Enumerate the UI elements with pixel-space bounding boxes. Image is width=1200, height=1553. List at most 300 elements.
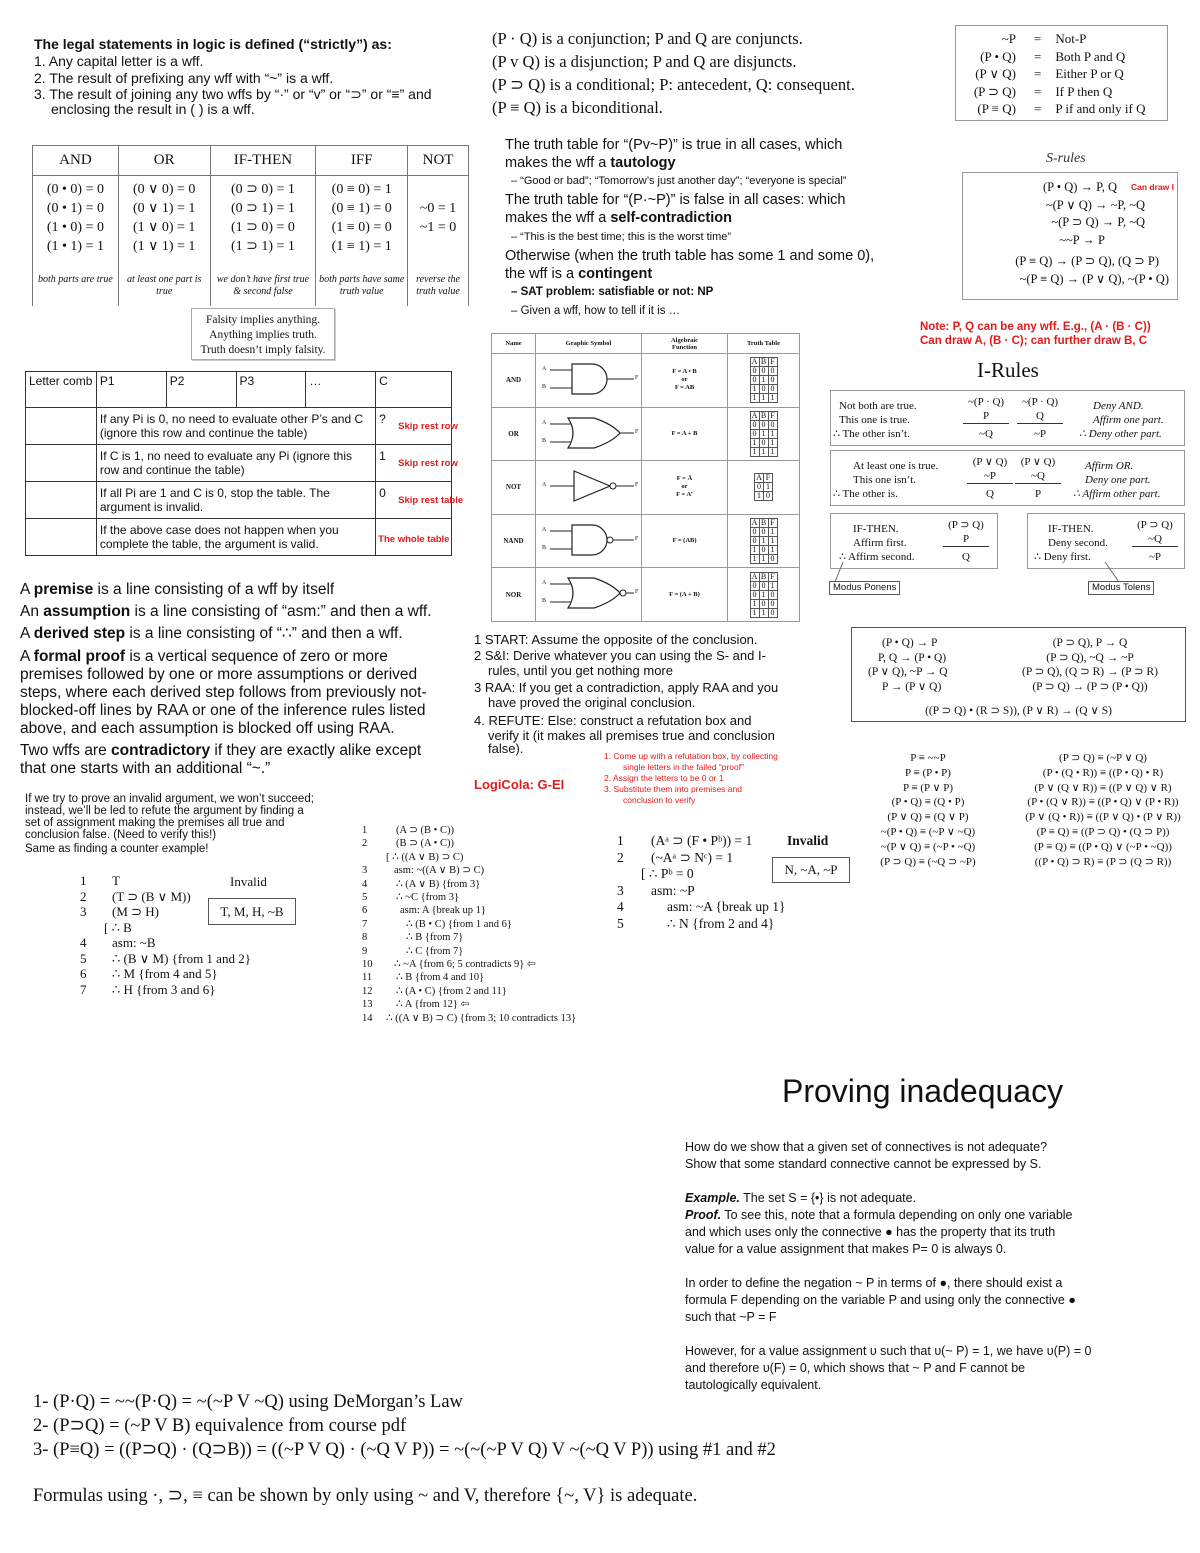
gate-tt-cell: 0 (759, 367, 768, 376)
proof-line (617, 899, 786, 916)
proof-line-number: 2 (617, 849, 624, 865)
iff-value: (1 ≡ 0) = 0 (331, 220, 392, 235)
or-description: at least one part is true (118, 268, 210, 306)
proof-line-number: 3 (617, 882, 624, 898)
proof-line-number (617, 866, 641, 883)
irule-and-text-2: This one is true. (839, 414, 910, 426)
gate-row-or (492, 408, 799, 462)
proof-line (80, 951, 251, 967)
proof-line (362, 918, 576, 931)
gate-function (642, 461, 728, 514)
gate-tt-cell: 1 (750, 600, 759, 609)
assignment-line-2: and therefore υ(F) = 0, which shows that ~ P and F cannot be (685, 1361, 1026, 1375)
proof-line-text: ∴ H {from 3 and 6} (112, 981, 216, 997)
proof-line-text: asm: ~P (651, 882, 695, 898)
proof-line (617, 866, 786, 883)
derived-rule-7: (P ⊃ Q), (Q ⊃ R) → (P ⊃ R) (1021, 666, 1159, 678)
gate-truth-mini (754, 473, 773, 501)
proof-line-number: 5 (80, 950, 87, 966)
srule-5: (P ≡ Q) → (P ⊃ Q), (Q ⊃ P) (1015, 254, 1159, 268)
formal-line-4: above, and each assumption is blocked off using RAA. (20, 720, 395, 737)
gates-header-symbol: Graphic Symbol (536, 334, 642, 353)
if-then-value: (1 ⊃ 0) = 0 (230, 220, 295, 235)
gate-tt-cell: 1 (750, 555, 759, 564)
gate-tt-cell: 0 (755, 483, 764, 492)
proof-line-text: (B ⊃ (A • C)) (396, 838, 454, 850)
falsity-line-2: Anything implies truth. (209, 329, 317, 341)
derived-post: is a line consisting of “∴” and then a wff. (125, 625, 403, 642)
nand-gate-icon (536, 515, 642, 568)
comb-rule-text: If the above case does not happen when you complete the table, the argument is valid. (96, 519, 375, 556)
gate-tt-cell: 0 (768, 385, 777, 394)
glossary-equals: = (1034, 48, 1042, 64)
srule-6: ~(P ≡ Q) → (P ∨ Q), ~(P • Q) (1019, 271, 1169, 286)
irule-affirm-or (830, 450, 1185, 506)
proof-line-number: 6 (362, 905, 368, 917)
gate-tt-cell: 1 (750, 447, 759, 456)
not-value (408, 237, 468, 256)
demorgan-line-1: 1- (P·Q) = ~~(P·Q) = ~(~P V ~Q) using DeMorgan’s Law (33, 1392, 463, 1412)
proof-line (362, 958, 576, 971)
proof-line (362, 931, 576, 944)
gate-tt-cell: 1 (750, 394, 759, 403)
proof-line-number: 2 (80, 888, 87, 904)
step-raa: 3 RAA: If you get a contradiction, apply RAA and you (474, 680, 779, 695)
srule-1: (P • Q) → P, Q (1042, 180, 1117, 194)
irule-or-text-2: This one isn’t. (853, 474, 917, 486)
step-si: 2 S&I: Derive whatever you can using the S- and I- (474, 648, 766, 663)
disjunction-line: (P v Q) is a disjunction; P and Q are disjuncts. (492, 52, 797, 71)
irule-and-desc-1: Deny AND. (1093, 400, 1144, 412)
irule-or-f2-3: P (1034, 488, 1042, 500)
gate-pin-b: B (542, 437, 547, 444)
iff-header: IFF (316, 146, 408, 176)
proof-line-1: and which uses only the connective ● has the property that its truth (685, 1225, 1056, 1239)
glossary-equals: = (1034, 31, 1042, 46)
irule-deny-and (830, 390, 1185, 446)
gate-tt-cell: 0 (750, 420, 759, 429)
gate-pin-f: F (635, 428, 639, 435)
proof-line-text: (~Aᵃ ⊃ Nᶜ) = 1 (651, 849, 734, 865)
irule-or-desc-3: ∴ Affirm other part. (1073, 488, 1161, 500)
irule-and-f2-3: ~P (1033, 428, 1047, 440)
proof-line-text: asm: A {break up 1} (400, 905, 486, 917)
not-description: reverse the truth value (408, 268, 469, 306)
iff-description: both parts have same truth value (316, 268, 408, 306)
gate-tt-cell: 1 (750, 385, 759, 394)
gate-tt-head: A (751, 518, 758, 528)
proof-line (362, 985, 576, 998)
equivalence-left: (P • Q) ≡ (Q • P) (891, 796, 965, 809)
gate-truth-mini (750, 518, 778, 564)
proof-line-number: 13 (362, 999, 373, 1011)
proof-line-text: ∴ (A • C) {from 2 and 11} (396, 985, 507, 997)
proof-3 (617, 833, 786, 932)
equivalence-right: (P • (Q • R)) ≡ ((P • Q) • R) (1042, 766, 1164, 779)
gate-tt-cell: 0 (768, 555, 777, 564)
glossary-equals: = (1034, 66, 1042, 81)
gate-tt-cell: 0 (750, 429, 759, 438)
comb-cell-empty (26, 482, 97, 519)
irule-and-text-1: Not both are true. (839, 400, 917, 412)
comb-note: Skip rest table (398, 495, 464, 506)
gate-tt-cell: 0 (759, 582, 768, 591)
falsity-note (191, 308, 335, 360)
gates-header-truth: Truth Table (747, 340, 780, 347)
proof-line-number: 7 (80, 981, 87, 997)
comb-header-p1: P1 (96, 372, 166, 408)
glossary-meaning: Both P and Q (1055, 48, 1126, 64)
proof-line-text: ∴ M {from 4 and 5} (112, 966, 218, 981)
comb-cell-empty (26, 519, 97, 556)
irule-and-text-3: ∴ The other isn’t. (833, 428, 910, 440)
proof-line-text: [ ∴ Pᵇ = 0 (641, 866, 694, 881)
gate-tt-cell: 0 (759, 420, 768, 429)
equivalences-left (868, 751, 988, 869)
equivalence-left: (P ⊃ Q) ≡ (~Q ⊃ ~P) (880, 855, 976, 868)
gate-tt-cell: 0 (759, 438, 768, 447)
irule-or-text-1: At least one is true. (853, 460, 939, 472)
biconditional-line: (P ≡ Q) is a biconditional. (492, 98, 663, 117)
srules-title: S-rules (1046, 151, 1086, 166)
glossary-meaning: If P then Q (1055, 83, 1113, 99)
proof-text: To see this, note that a formula depending on only one variable (721, 1208, 1073, 1222)
mt-text-2: Deny second. (1048, 537, 1108, 549)
inadequacy-intro-2: Show that some standard connective cannot be expressed by S. (685, 1157, 1042, 1171)
refute-line-3: set of assignment making the premises all true and (25, 817, 285, 829)
proof-line-number: 4 (617, 899, 624, 914)
proof-line (362, 891, 576, 904)
proof-line (362, 904, 576, 917)
gate-function-text: F = (A + B) (669, 591, 700, 599)
gate-function-text: F = A + B (671, 429, 698, 437)
proof-line-number: 6 (80, 966, 87, 981)
gate-tt-head: F (768, 573, 777, 582)
or-gate-icon (536, 408, 642, 461)
irule-or-f1-3: Q (986, 488, 994, 500)
proof-line (80, 873, 251, 889)
proof-line-number: 5 (362, 892, 368, 904)
proof-3-refutation-box: N, ~A, ~P (772, 857, 850, 883)
proof-1 (80, 873, 251, 997)
gate-pin-f: F (635, 375, 639, 381)
mt-f-3: ~P (1148, 551, 1162, 563)
gate-tt-head: A (756, 473, 762, 483)
proof-line-text: (A ⊃ (B • C)) (396, 825, 454, 836)
gate-tt-cell: 1 (768, 429, 777, 438)
comb-table (25, 371, 464, 556)
equivalence-right: (P ⊃ Q) ≡ (~P ∨ Q) (1059, 752, 1147, 764)
proof-line (362, 878, 576, 891)
mp-f-1: (P ⊃ Q) (948, 519, 984, 531)
gate-pin-a: A (542, 366, 547, 372)
irule-and-desc-2: Affirm one part. (1093, 414, 1164, 426)
gate-function-text: F = AB (674, 384, 695, 392)
or-value: (1 ∨ 1) = 1 (132, 239, 196, 254)
proof-line-number: 3 (362, 865, 368, 877)
srules-note (920, 320, 1151, 348)
mp-text-3: ∴ Affirm second. (839, 551, 915, 563)
gate-tt-cell: 1 (764, 483, 773, 492)
contradiction-text-1: The truth table for “(P·~P)” is false in all cases: which (505, 192, 846, 208)
proof-line (362, 851, 576, 864)
equivalence-right: (P ≡ Q) ≡ ((P ⊃ Q) • (Q ⊃ P)) (1036, 825, 1170, 838)
gate-pin-f: F (635, 482, 639, 489)
proof-line-number: 5 (617, 915, 624, 931)
not-value (408, 180, 468, 199)
logicola-label: LogiCola: G-EI (474, 777, 565, 792)
assumption-post: is a line consisting of “asm:” and then a wff. (130, 603, 432, 620)
derived-rule-1: (P • Q) → P (882, 637, 938, 649)
glossary-row (962, 100, 1146, 118)
derived-rule-8: (P ⊃ Q) → (P ⊃ (P • Q)) (1032, 680, 1148, 693)
assumption-term: assumption (43, 603, 131, 620)
comb-row (26, 519, 452, 556)
derived-rule-5: (P ⊃ Q), P → Q (1052, 637, 1128, 649)
proof-line-text: ∴ ~C {from 3} (396, 892, 459, 904)
proof-line-text: (M ⊃ H) (112, 904, 159, 919)
step-raa-2: have proved the original conclusion. (488, 695, 696, 710)
gate-tt-head: A (751, 410, 758, 420)
gate-function-text: or (681, 376, 688, 384)
if-then-header: IF-THEN (210, 146, 316, 176)
comb-c-cell (376, 445, 458, 482)
proof-line-text: (T ⊃ (B ∨ M)) (112, 888, 191, 904)
proof-line (362, 998, 576, 1011)
proof-line-number: 4 (362, 878, 368, 890)
glossary-symbol: (P • Q) (980, 48, 1016, 64)
irule-or-f2-2: ~Q (1015, 469, 1061, 484)
proof-line (362, 945, 576, 958)
gate-row-nand (492, 515, 799, 569)
equivalence-left: ~(P • Q) ≡ (~P ∨ ~Q) (880, 825, 976, 838)
proof-line-text: asm: ~((A ∨ B) ⊃ C) (394, 865, 485, 877)
refute-line-1: If we try to prove an invalid argument, we won’t succeed; (25, 793, 314, 805)
proof-line (80, 982, 251, 998)
gate-tt-cell: 1 (750, 609, 759, 618)
irule-and-f1-3: ~Q (979, 428, 993, 440)
equivalence-left: P ≡ ~~P (910, 752, 946, 764)
modus-ponens-label: Modus Ponens (829, 581, 900, 595)
gate-pin-f: F (635, 535, 639, 542)
proof-line-number: 2 (362, 838, 368, 850)
conditional-line: (P ⊃ Q) is a conditional; P: antecedent, Q: consequent. (492, 75, 855, 94)
proof-line (80, 935, 251, 951)
logic-gates-table (491, 333, 800, 622)
comb-header-p2: P2 (166, 372, 236, 408)
gate-tt-head: F (768, 358, 777, 367)
comb-header-p3: P3 (236, 372, 306, 408)
contra-term: contradictory (111, 742, 211, 759)
definitions (20, 579, 490, 778)
example-text: The set S = {•} is not adequate. (739, 1191, 917, 1205)
self-contradiction-term: self-contradiction (610, 210, 732, 226)
formal-line-1: premises followed by one or more assumptions or derived (20, 666, 418, 683)
irule-and-f1-2: P (963, 409, 1009, 424)
or-value: (0 ∨ 0) = 0 (132, 182, 196, 197)
gate-tt-cell: 0 (759, 600, 768, 609)
mt-text-3: ∴ Deny first. (1034, 551, 1091, 563)
given-wff: – Given a wff, how to tell if it is … (511, 305, 681, 317)
contra-pre: Two wffs are (20, 742, 112, 759)
gate-tt-cell: 0 (768, 367, 777, 376)
glossary-row (962, 48, 1146, 66)
and-description: both parts are true (33, 268, 119, 306)
modus-tollens-label: Modus Tolens (1088, 581, 1154, 595)
gate-truth-table (728, 354, 799, 407)
gate-tt-cell: 1 (768, 447, 777, 456)
falsity-line-3: Truth doesn’t imply falsity. (200, 344, 326, 356)
proof-line (617, 916, 786, 933)
comb-rule-text: If any Pi is 0, no need to evaluate other P’s and C (ignore this row and continue the table) (96, 408, 375, 445)
derived-rule-3: (P ∨ Q), ~P → Q (868, 666, 948, 678)
mp-f-3: Q (962, 551, 970, 563)
glossary-row (962, 83, 1146, 101)
proof-line-text: asm: ~B (112, 935, 156, 950)
connectives (492, 27, 932, 119)
gate-tt-cell: 0 (768, 591, 777, 600)
gate-pin-a: A (542, 526, 547, 533)
irule-and-f2-1: ~(P · Q) (1021, 396, 1059, 408)
gate-tt-cell: 0 (750, 528, 759, 537)
falsity-line-1: Falsity implies anything. (205, 314, 321, 326)
derived-rule-9: ((P ⊃ Q) • (R ⊃ S)), (P ∨ R) → (Q ∨ S) (925, 705, 1112, 717)
gate-tt-cell: 1 (759, 609, 768, 618)
gate-tt-cell: 0 (750, 591, 759, 600)
and-value: (1 • 0) = 0 (46, 220, 104, 235)
gate-name: AND (492, 354, 536, 407)
gate-tt-cell: 1 (759, 591, 768, 600)
and-values (33, 176, 119, 268)
legal-item-2: 2. The result of prefixing any wff with “~” is a wff. (34, 70, 334, 86)
example-label: Example. (685, 1191, 740, 1205)
gate-tt-cell: 0 (759, 546, 768, 555)
iff-value: (1 ≡ 1) = 1 (331, 239, 392, 254)
gate-tt-cell: 0 (750, 367, 759, 376)
red-note-2: single letters in the failed “proof” (623, 762, 744, 772)
gate-truth-mini (750, 572, 778, 618)
glossary-symbol: (P ⊃ Q) (973, 83, 1016, 99)
legal-item-3b: enclosing the result in ( ) is a wff. (51, 101, 255, 117)
gate-function (642, 515, 728, 568)
comb-rule-text: If C is 1, no need to evaluate any Pi (ignore this row and continue the table) (96, 445, 375, 482)
equivalence-right: (P ≡ Q) ≡ ((P • Q) ∨ (~P • ~Q)) (1034, 840, 1172, 853)
contingent-term: contingent (578, 266, 653, 282)
gate-tt-cell: 1 (768, 537, 777, 546)
premise-term: premise (33, 581, 94, 598)
comb-c-cell (376, 519, 452, 556)
step-refute: 4. REFUTE: Else: construct a refutation box and (474, 713, 752, 728)
not-value: ~1 = 0 (419, 220, 457, 235)
glossary-equals: = (1034, 101, 1042, 116)
irule-and-f1-1: ~(P · Q) (967, 396, 1005, 408)
mt-f-2: ~Q (1132, 532, 1178, 547)
proof-line-number: 8 (362, 932, 368, 944)
gate-pin-b: B (542, 384, 547, 390)
gate-tt-cell: 1 (755, 492, 764, 501)
comb-c-value: ? (379, 412, 386, 426)
proof-line (617, 883, 786, 900)
proof-line (617, 850, 786, 867)
gate-tt-head: F (768, 519, 777, 528)
proof-line (80, 966, 251, 982)
derived-rule-6: (P ⊃ Q), ~Q → ~P (1046, 651, 1134, 664)
demorgan-derivation (33, 1390, 1033, 1508)
gate-function (642, 408, 728, 461)
red-note-5: conclusion to verify (623, 795, 696, 805)
proof-line-text: ∴ B {from 4 and 10} (396, 972, 485, 984)
irule-or-f1-1: (P ∨ Q) (972, 456, 1008, 468)
derived-rules-box (851, 627, 1186, 722)
glossary-symbol: ~P (1001, 31, 1016, 46)
proof-3-invalid-label: Invalid (787, 833, 829, 848)
gate-truth-table (728, 408, 799, 461)
if-then-value: (0 ⊃ 1) = 1 (230, 201, 295, 216)
contradiction-example: – “This is the best time; this is the worst time” (511, 231, 732, 243)
glossary-meaning: Either P or Q (1055, 66, 1124, 81)
demorgan-line-3: 3- (P≡Q) = ((P⊃Q) · (Q⊃B)) = ((~P V Q) · (~Q V P)) = ~(~(~P V Q) V ~(~Q V P)) using #1 and #2 (33, 1440, 776, 1460)
or-value: (1 ∨ 0) = 1 (132, 220, 196, 235)
gate-tt-head: F (768, 411, 777, 420)
step-si-2: rules, until you get nothing more (488, 663, 673, 678)
refutation-notes (604, 751, 778, 806)
formal-line-3: blocked-off lines by RAA or one of the inference rules listed (20, 702, 426, 719)
gate-function (642, 354, 728, 407)
mp-f-2: P (943, 532, 989, 547)
irule-or-text-3: ∴ The other is. (833, 488, 898, 500)
comb-note: Skip rest row (398, 421, 458, 432)
proof-line-text: ∴ (B • C) {from 1 and 6} (406, 918, 512, 930)
comb-cell-empty (26, 408, 97, 445)
comb-c-cell (376, 482, 464, 519)
equivalence-left: (P ∨ Q) ≡ (Q ∨ P) (887, 811, 969, 824)
comb-cell-empty (26, 445, 97, 482)
gate-tt-cell: 1 (759, 537, 768, 546)
legal-item-1: 1. Any capital letter is a wff. (34, 53, 204, 69)
proof-line (362, 1012, 576, 1025)
gate-tt-head: B (760, 357, 767, 367)
not-header: NOT (408, 146, 469, 176)
if-then-value: (0 ⊃ 0) = 1 (230, 182, 295, 197)
gate-tt-cell: 1 (768, 582, 777, 591)
mp-text-2: Affirm first. (853, 537, 907, 549)
or-value: (0 ∨ 1) = 1 (132, 201, 196, 216)
gate-name: OR (492, 408, 536, 461)
contingent-text-1b: the wff is a (505, 266, 579, 282)
gate-tt-cell: 0 (768, 420, 777, 429)
legal-heading: The legal statements in logic is defined (“strictly”) as: (34, 36, 392, 52)
gate-function-text: F = (AB) (672, 537, 697, 545)
proof-line-text: (Aᵃ ⊃ (F • Pᵇ)) = 1 (651, 833, 753, 848)
proof-line-number: 11 (362, 972, 373, 984)
comb-header-ellipsis: … (306, 372, 376, 408)
conjunction-line: (P · Q) is a conjunction; P and Q are conjuncts. (492, 29, 803, 48)
gate-tt-cell: 1 (768, 546, 777, 555)
gate-truth-table (728, 461, 799, 514)
and-gate-icon (536, 354, 642, 407)
gate-tt-cell: 1 (768, 438, 777, 447)
irule-connectors (829, 560, 1189, 585)
gate-tt-cell: 1 (759, 555, 768, 564)
gate-tt-cell: 0 (768, 376, 777, 385)
formal-pre: A (20, 648, 34, 665)
gate-tt-cell: 0 (750, 537, 759, 546)
iff-value: (0 ≡ 1) = 0 (331, 201, 392, 216)
equivalence-left: ~(P ∨ Q) ≡ (~P • ~Q) (880, 840, 976, 853)
proof-1-refutation-box: T, M, H, ~B (208, 898, 296, 925)
red-note-1: 1. Come up with a refutation box, by collecting (604, 751, 778, 761)
equivalence-right: ((P • Q) ⊃ R) ≡ (P ⊃ (Q ⊃ R)) (1034, 855, 1172, 868)
